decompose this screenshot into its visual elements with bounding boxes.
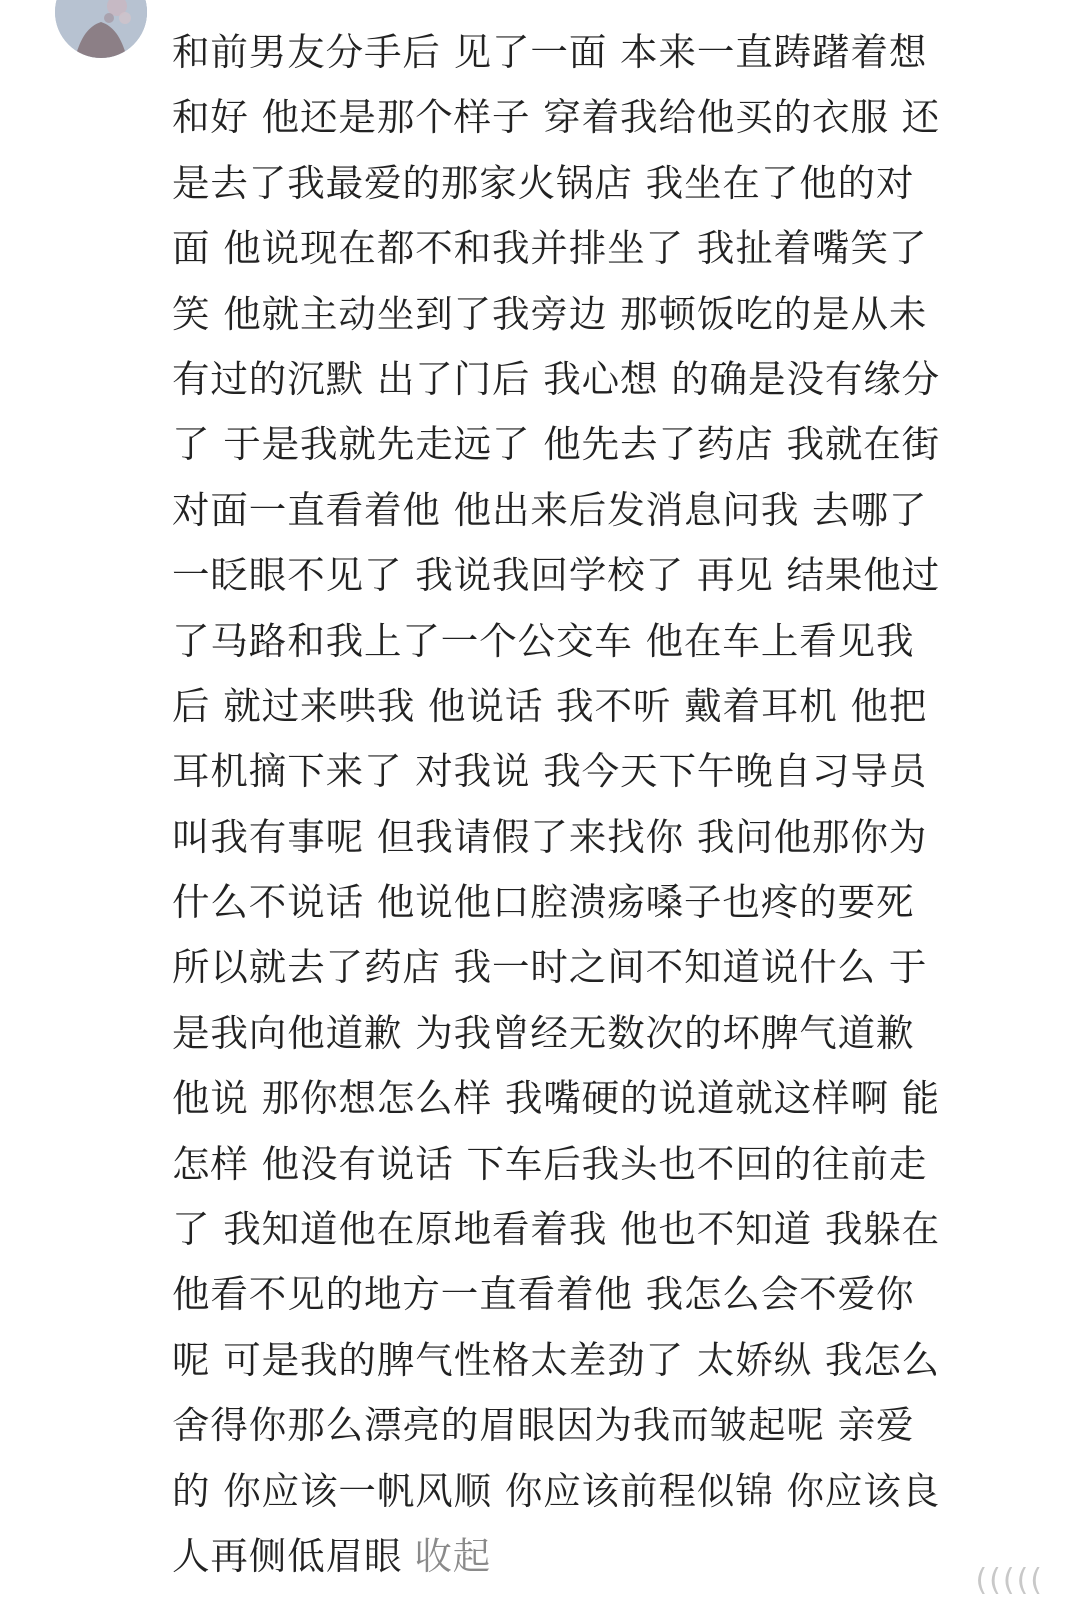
comment-line: 所以就去了药店 我一时之间不知道说什么 于 xyxy=(172,945,928,990)
comment-line: 笑 他就主动坐到了我旁边 那顿饭吃的是从未 xyxy=(172,291,928,336)
comment-line: 他看不见的地方一直看着他 我怎么会不爱你 xyxy=(172,1272,915,1317)
comment-line: 后 就过来哄我 他说话 我不听 戴着耳机 他把 xyxy=(172,683,928,728)
comment-line: 了马路和我上了一个公交车 他在车上看见我 xyxy=(172,618,915,663)
comment-line: 舍得你那么漂亮的眉眼因为我而皱起呢 亲爱 xyxy=(172,1403,915,1448)
comment-line: 的 你应该一帆风顺 你应该前程似锦 你应该良 xyxy=(172,1468,941,1513)
comment-text xyxy=(172,20,1002,1589)
comment-line: 怎样 他没有说话 下车后我头也不回的往前走 xyxy=(172,1141,928,1186)
watermark-text: ((((( xyxy=(975,1563,1044,1598)
comment-line: 对面一直看着他 他出来后发消息问我 去哪了 xyxy=(172,487,928,532)
comment-line: 叫我有事呢 但我请假了来找你 我问他那你为 xyxy=(172,814,928,859)
comment-line: 他说 那你想怎么样 我嘴硬的说道就这样啊 能 xyxy=(172,1076,941,1121)
comment-line: 是去了我最爱的那家火锅店 我坐在了他的对 xyxy=(172,160,915,205)
comment-line: 是我向他道歉 为我曾经无数次的坏脾气道歉 xyxy=(172,1010,915,1055)
comment-line: 一眨眼不见了 我说我回学校了 再见 结果他过 xyxy=(172,553,941,598)
avatar-image xyxy=(55,0,147,58)
comment-line: 有过的沉默 出了门后 我心想 的确是没有缘分 xyxy=(172,356,941,401)
comment-line: 面 他说现在都不和我并排坐了 我扯着嘴笑了 xyxy=(172,226,928,271)
comment-line: 了 于是我就先走远了 他先去了药店 我就在街 xyxy=(172,422,941,467)
comment-line: 呢 可是我的脾气性格太差劲了 太娇纵 我怎么 xyxy=(172,1337,941,1382)
comment-line-text: 人再侧低眉眼 xyxy=(172,1533,403,1578)
avatar[interactable] xyxy=(55,0,147,58)
comment-line: 和好 他还是那个样子 穿着我给他买的衣服 还 xyxy=(172,95,941,140)
comment-last-line xyxy=(172,1524,1002,1589)
comment-line: 和前男友分手后 见了一面 本来一直踌躇着想 xyxy=(172,30,928,74)
comment-line: 了 我知道他在原地看着我 他也不知道 我躲在 xyxy=(172,1207,941,1252)
comment-line: 什么不说话 他说他口腔溃疡嗓子也疼的要死 xyxy=(172,880,915,925)
comment-line: 耳机摘下来了 对我说 我今天下午晚自习导员 xyxy=(172,749,928,794)
collapse-link[interactable]: 收起 xyxy=(414,1533,492,1578)
